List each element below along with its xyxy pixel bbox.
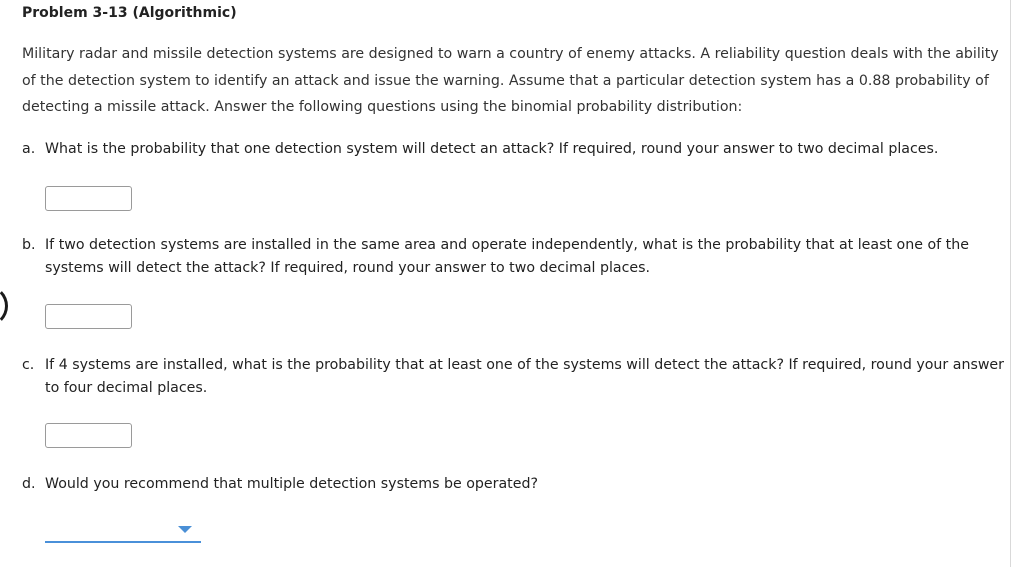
question-c [22,354,1007,400]
question-c-letter: c. [22,357,35,373]
question-a-text: What is the probability that one detection system will detect an attack? If required, round your answer to two decimal places. [45,141,939,157]
question-a-letter: a. [22,141,36,157]
problem-intro: Military radar and missile detection systems are designed to warn a country of enemy attacks. A reliability question deals with the ability of the detection system to identify an attack and issue the warning. Assume that a particular detection system has a 0.88 probability of detecting a missile attack. Answer the following questions using the binomial probability distribution: [22,46,999,115]
question-b-text: If two detection systems are installed in the same area and operate independently, what is the probability that at least one of the systems will detect the attack? If required, round your answer to two decimal places. [45,237,969,276]
question-b [22,234,1007,280]
question-c-text: If 4 systems are installed, what is the probability that at least one of the systems will detect the attack? If required, round your answer to four decimal places. [45,357,1004,396]
panel-divider [1010,0,1011,567]
answer-b-input[interactable] [45,304,132,329]
question-a [22,138,1007,161]
answer-a-input[interactable] [45,186,132,211]
question-d-letter: d. [22,476,36,492]
problem-title: Problem 3-13 (Algorithmic) [22,5,237,21]
answer-d-dropdown[interactable] [45,522,201,543]
question-d-text: Would you recommend that multiple detection systems be operated? [45,476,538,492]
answer-c-input[interactable] [45,423,132,448]
question-d [22,473,1007,496]
bracket-decoration [0,285,8,327]
question-b-letter: b. [22,237,36,253]
chevron-down-icon [178,526,192,533]
